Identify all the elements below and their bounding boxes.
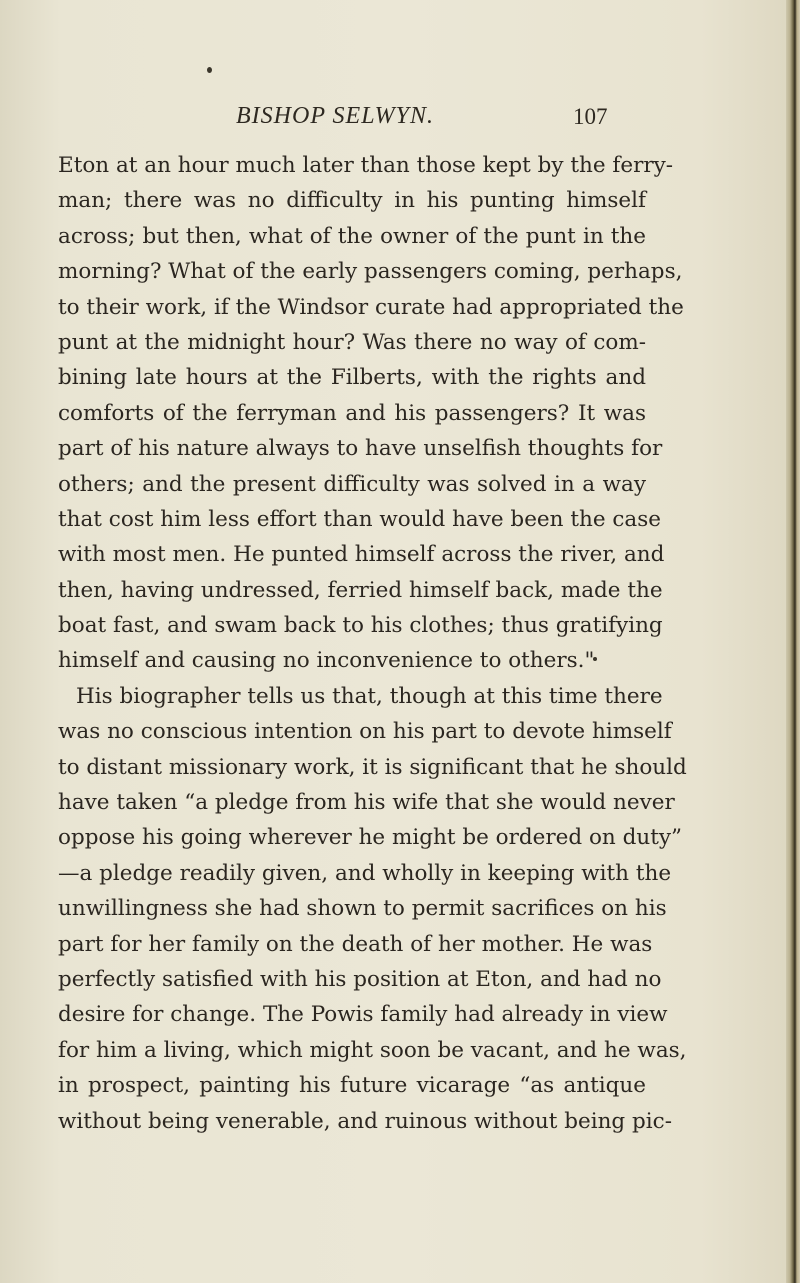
text-line: that cost him less effort than would have been the case [58,506,661,532]
paragraph-start-line: His biographer tells us that, though at this time there [76,683,663,709]
text-line: boat fast, and swam back to his clothes; thus gratifying [58,613,663,639]
text-line: man; there was no difficulty in his punting himself [58,188,646,214]
text-line: to their work, if the Windsor curate had appropriated the [58,294,684,320]
text-line: was no conscious intention on his part to devote himself [58,719,672,745]
text-line: punt at the midnight hour? Was there no way of com- [58,329,646,355]
page-header [0,103,786,133]
text-line: then, having undressed, ferried himself back, made the [58,577,663,603]
text-line: unwillingness she had shown to permit sacrifices on his [58,896,667,922]
binding-gutter [786,0,800,1283]
text-line: to distant missionary work, it is significant that he should [58,754,687,780]
running-title: BISHOP SELWYN. [236,103,435,129]
text-line: others; and the present difficulty was solved in a way [58,471,646,497]
print-speck [207,67,212,73]
text-line: comforts of the ferryman and his passengers? It was [58,400,646,426]
text-line: Eton at an hour much later than those kept by the ferry- [58,153,674,178]
page-number: 107 [573,104,608,129]
text-line: in prospect, painting his future vicarage “as antique [58,1073,646,1099]
body-text [58,148,687,1139]
text-line: part for her family on the death of her mother. He was [58,931,653,957]
text-line: for him a living, which might soon be vacant, and he was, [58,1037,687,1063]
text-line: have taken “a pledge from his wife that she would never [58,790,675,816]
text-line: with most men. He punted himself across the river, and [58,542,665,568]
text-line: bining late hours at the Filberts, with the rights and [58,365,646,391]
paragraph-end-line: himself and causing no inconvenience to others." [58,648,595,674]
text-line: perfectly satisfied with his position at Eton, and had no [58,966,662,992]
text-line: part of his nature always to have unselfish thoughts for [58,436,663,462]
text-line: without being venerable, and ruinous without being pic- [58,1108,672,1134]
text-line: —a pledge readily given, and wholly in keeping with the [58,860,672,886]
text-line: oppose his going wherever he might be ordered on duty” [58,825,682,851]
text-line: desire for change. The Powis family had already in view [58,1002,668,1028]
text-line: morning? What of the early passengers coming, perhaps, [58,259,683,285]
text-line: across; but then, what of the owner of the punt in the [58,223,646,249]
